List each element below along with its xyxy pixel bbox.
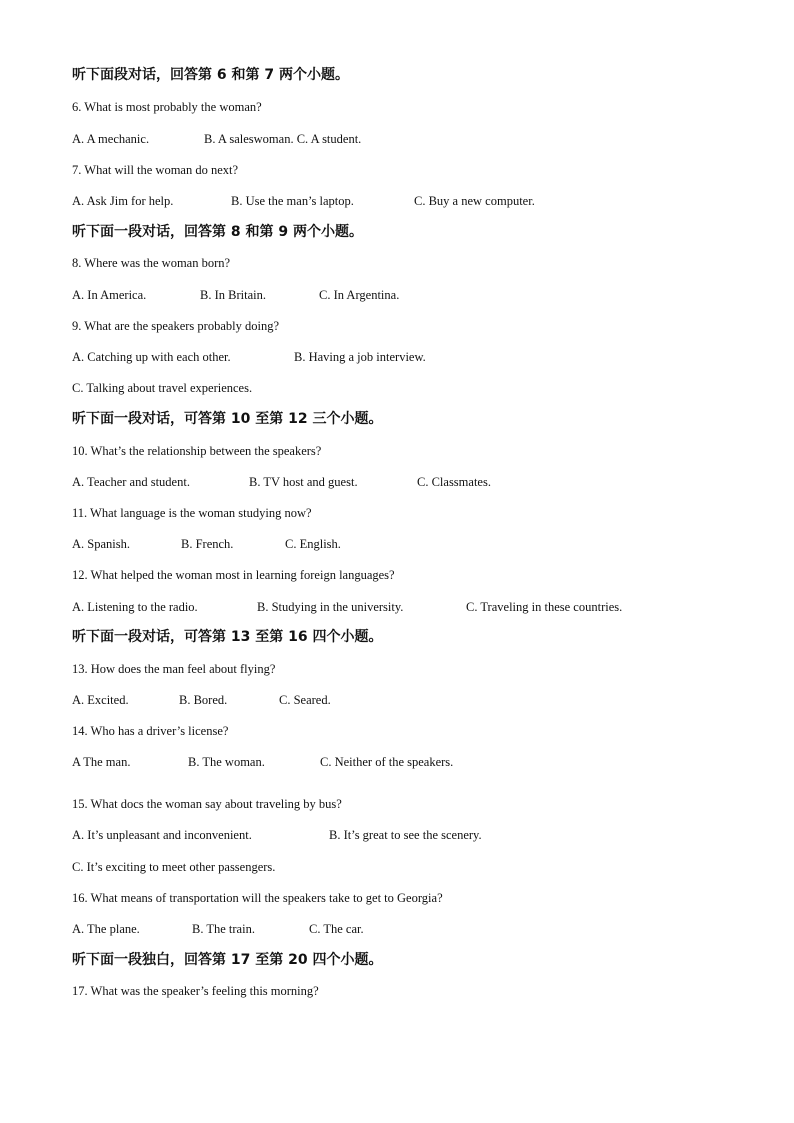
section-heading-q6-7: 听下面段对话，回答第 6 和第 7 两个小题。 (72, 67, 349, 83)
q7-option-a: A. Ask Jim for help. (72, 194, 174, 208)
q15-option-b: B. It’s great to see the scenery. (329, 828, 482, 842)
q11-option-a: A. Spanish. (72, 537, 130, 551)
q7-option-c: C. Buy a new computer. (414, 194, 535, 208)
q13-option-b: B. Bored. (179, 693, 228, 707)
question-6: 6. What is most probably the woman? (72, 100, 262, 114)
q7-option-b: B. Use the man’s laptop. (231, 194, 354, 208)
question-7: 7. What will the woman do next? (72, 163, 239, 177)
question-14: 14. Who has a driver’s license? (72, 724, 229, 738)
q6-option-b-c: B. A saleswoman. C. A student. (204, 132, 362, 146)
q16-option-b: B. The train. (192, 922, 255, 936)
q9-option-c: C. Talking about travel experiences. (72, 381, 253, 395)
q10-option-a: A. Teacher and student. (72, 475, 190, 489)
question-8: 8. Where was the woman born? (72, 256, 231, 270)
q8-option-a: A. In America. (72, 288, 147, 302)
q12-option-a: A. Listening to the radio. (72, 600, 198, 614)
question-15: 15. What docs the woman say about traveling by bus? (72, 797, 342, 811)
q11-option-c: C. English. (285, 537, 341, 551)
question-11: 11. What language is the woman studying now? (72, 506, 312, 520)
q16-option-c: C. The car. (309, 922, 364, 936)
q14-option-a: A The man. (72, 755, 131, 769)
section-heading-q8-9: 听下面一段对话，回答第 8 和第 9 两个小题。 (72, 224, 363, 240)
question-9: 9. What are the speakers probably doing? (72, 319, 279, 333)
q14-option-c: C. Neither of the speakers. (320, 755, 454, 769)
q10-option-b: B. TV host and guest. (249, 475, 358, 489)
q10-option-c: C. Classmates. (417, 475, 491, 489)
q13-option-c: C. Seared. (279, 693, 331, 707)
question-13: 13. How does the man feel about flying? (72, 662, 276, 676)
q14-option-b: B. The woman. (188, 755, 265, 769)
question-17: 17. What was the speaker’s feeling this morning? (72, 984, 319, 998)
q6-option-a: A. A mechanic. (72, 132, 150, 146)
q13-option-a: A. Excited. (72, 693, 129, 707)
q8-option-c: C. In Argentina. (319, 288, 400, 302)
q16-option-a: A. The plane. (72, 922, 140, 936)
section-heading-q17-20: 听下面一段独白，回答第 17 至第 20 四个小题。 (72, 952, 383, 968)
q8-option-b: B. In Britain. (200, 288, 266, 302)
q9-option-a: A. Catching up with each other. (72, 350, 231, 364)
section-heading-q10-12: 听下面一段对话，可答第 10 至第 12 三个小题。 (72, 411, 383, 427)
q12-option-b: B. Studying in the university. (257, 600, 404, 614)
q11-option-b: B. French. (181, 537, 234, 551)
question-12: 12. What helped the woman most in learning foreign languages? (72, 568, 395, 582)
q15-option-a: A. It’s unpleasant and inconvenient. (72, 828, 252, 842)
q9-option-b: B. Having a job interview. (294, 350, 426, 364)
q15-option-c: C. It’s exciting to meet other passengers. (72, 860, 276, 874)
q12-option-c: C. Traveling in these countries. (466, 600, 623, 614)
question-16: 16. What means of transportation will the speakers take to get to Georgia? (72, 891, 443, 905)
section-heading-q13-16: 听下面一段对话，可答第 13 至第 16 四个小题。 (72, 629, 383, 645)
question-10: 10. What’s the relationship between the speakers? (72, 444, 322, 458)
